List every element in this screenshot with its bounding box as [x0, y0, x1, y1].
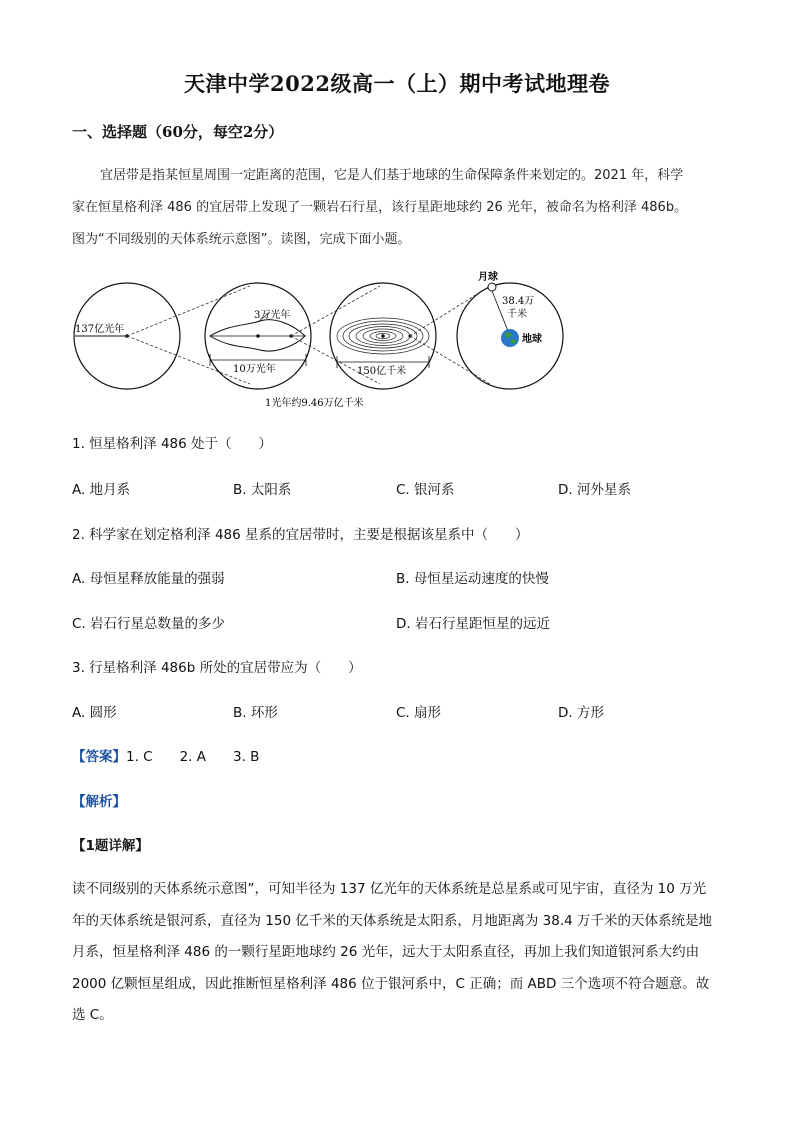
detail-label: 【1题详解】: [72, 838, 149, 854]
galaxy-thickness-label: 3万光年: [254, 310, 291, 321]
distance-label: 38.4万: [502, 296, 535, 307]
answer-label: 【答案】: [72, 749, 126, 765]
galaxy-center: [256, 334, 260, 338]
q2-option-b[interactable]: B. 母恒星运动速度的快慢: [396, 571, 549, 587]
q1-option-c[interactable]: C. 银河系: [396, 482, 455, 498]
question-1-stem: 1. 恒星格利泽 486 处于（ ）: [72, 436, 273, 452]
solar-diameter-label: 150亿千米: [357, 366, 407, 377]
q3-option-a[interactable]: A. 圆形: [72, 705, 117, 721]
q1-option-d[interactable]: D. 河外星系: [558, 482, 631, 498]
q1-option-a[interactable]: A. 地月系: [72, 482, 131, 498]
answer-row: [72, 745, 259, 765]
moon-label: 月球: [478, 272, 498, 283]
detail-paragraph: [72, 874, 720, 1032]
q2-option-a[interactable]: A. 母恒星释放能量的强弱: [72, 571, 225, 587]
connector-line: [127, 286, 250, 336]
q3-option-d[interactable]: D. 方形: [558, 705, 604, 721]
celestial-systems-figure: [70, 266, 730, 416]
intro-line: 宜居带是指某恒星周围一定距离的范围，它是人们基于地球的生命保障条件来划定的。2021 年，科学: [100, 168, 684, 183]
intro-line: 图为“不同级别的天体系统示意图”。读图，完成下面小题。: [72, 232, 411, 247]
detail-line: 2000 亿颗恒星组成，因此推断恒星格利泽 486 位于银河系中，C 正确；而 ABD 三个选项不符合题意。故: [72, 975, 710, 992]
page-title: 天津中学2022级高一（上）期中考试地理卷: [184, 71, 610, 96]
connector-line: [410, 336, 490, 384]
detail-line: 年的天体系统是银河系，直径为 150 亿千米的天体系统是太阳系，月地距离为 38.4 万千米的天体系统是地: [72, 912, 712, 929]
moon: [488, 283, 496, 291]
figure-caption: 1光年约9.46万亿千米: [265, 398, 364, 409]
q3-option-b[interactable]: B. 环形: [233, 705, 278, 721]
earth-label: 地球: [522, 334, 542, 345]
answer-text: 1. C 2. A 3. B: [126, 749, 260, 765]
q3-option-c[interactable]: C. 扇形: [396, 705, 442, 721]
q1-option-b[interactable]: B. 太阳系: [233, 482, 292, 498]
detail-line: 月系，恒星格利泽 486 的一颗行星距地球约 26 光年，远大于太阳系直径，再加上我们知道银河系大约由: [72, 944, 700, 960]
galaxy-diameter-label: 10万光年: [233, 364, 276, 375]
question-3-stem: 3. 行星格利泽 486b 所处的宜居带应为（ ）: [72, 660, 362, 676]
earth: [501, 329, 519, 347]
q2-option-d[interactable]: D. 岩石行星距恒星的远近: [396, 616, 550, 632]
analysis-label: 【解析】: [72, 794, 126, 810]
question-2-stem: 2. 科学家在划定格利泽 486 星系的宜居带时，主要是根据该星系中（ ）: [72, 527, 529, 543]
intro-line: 家在恒星格利泽 486 的宜居带上发现了一颗岩石行星，该行星距地球约 26 光年，被命名为格利泽 486b。: [72, 200, 688, 215]
section-heading: 一、选择题（60分，每空2分）: [72, 123, 284, 141]
detail-line: 读不同级别的天体系统示意图”，可知半径为 137 亿光年的天体系统是总星系或可见宇宙，直径为 10 万光: [72, 881, 707, 897]
intro-paragraph: [72, 160, 722, 256]
sun: [381, 334, 385, 338]
universe-label: 137亿光年: [75, 324, 125, 335]
detail-line: 选 C。: [72, 1007, 113, 1023]
q2-option-c[interactable]: C. 岩石行星总数量的多少: [72, 616, 226, 632]
distance-unit-label: 千米: [507, 309, 527, 320]
